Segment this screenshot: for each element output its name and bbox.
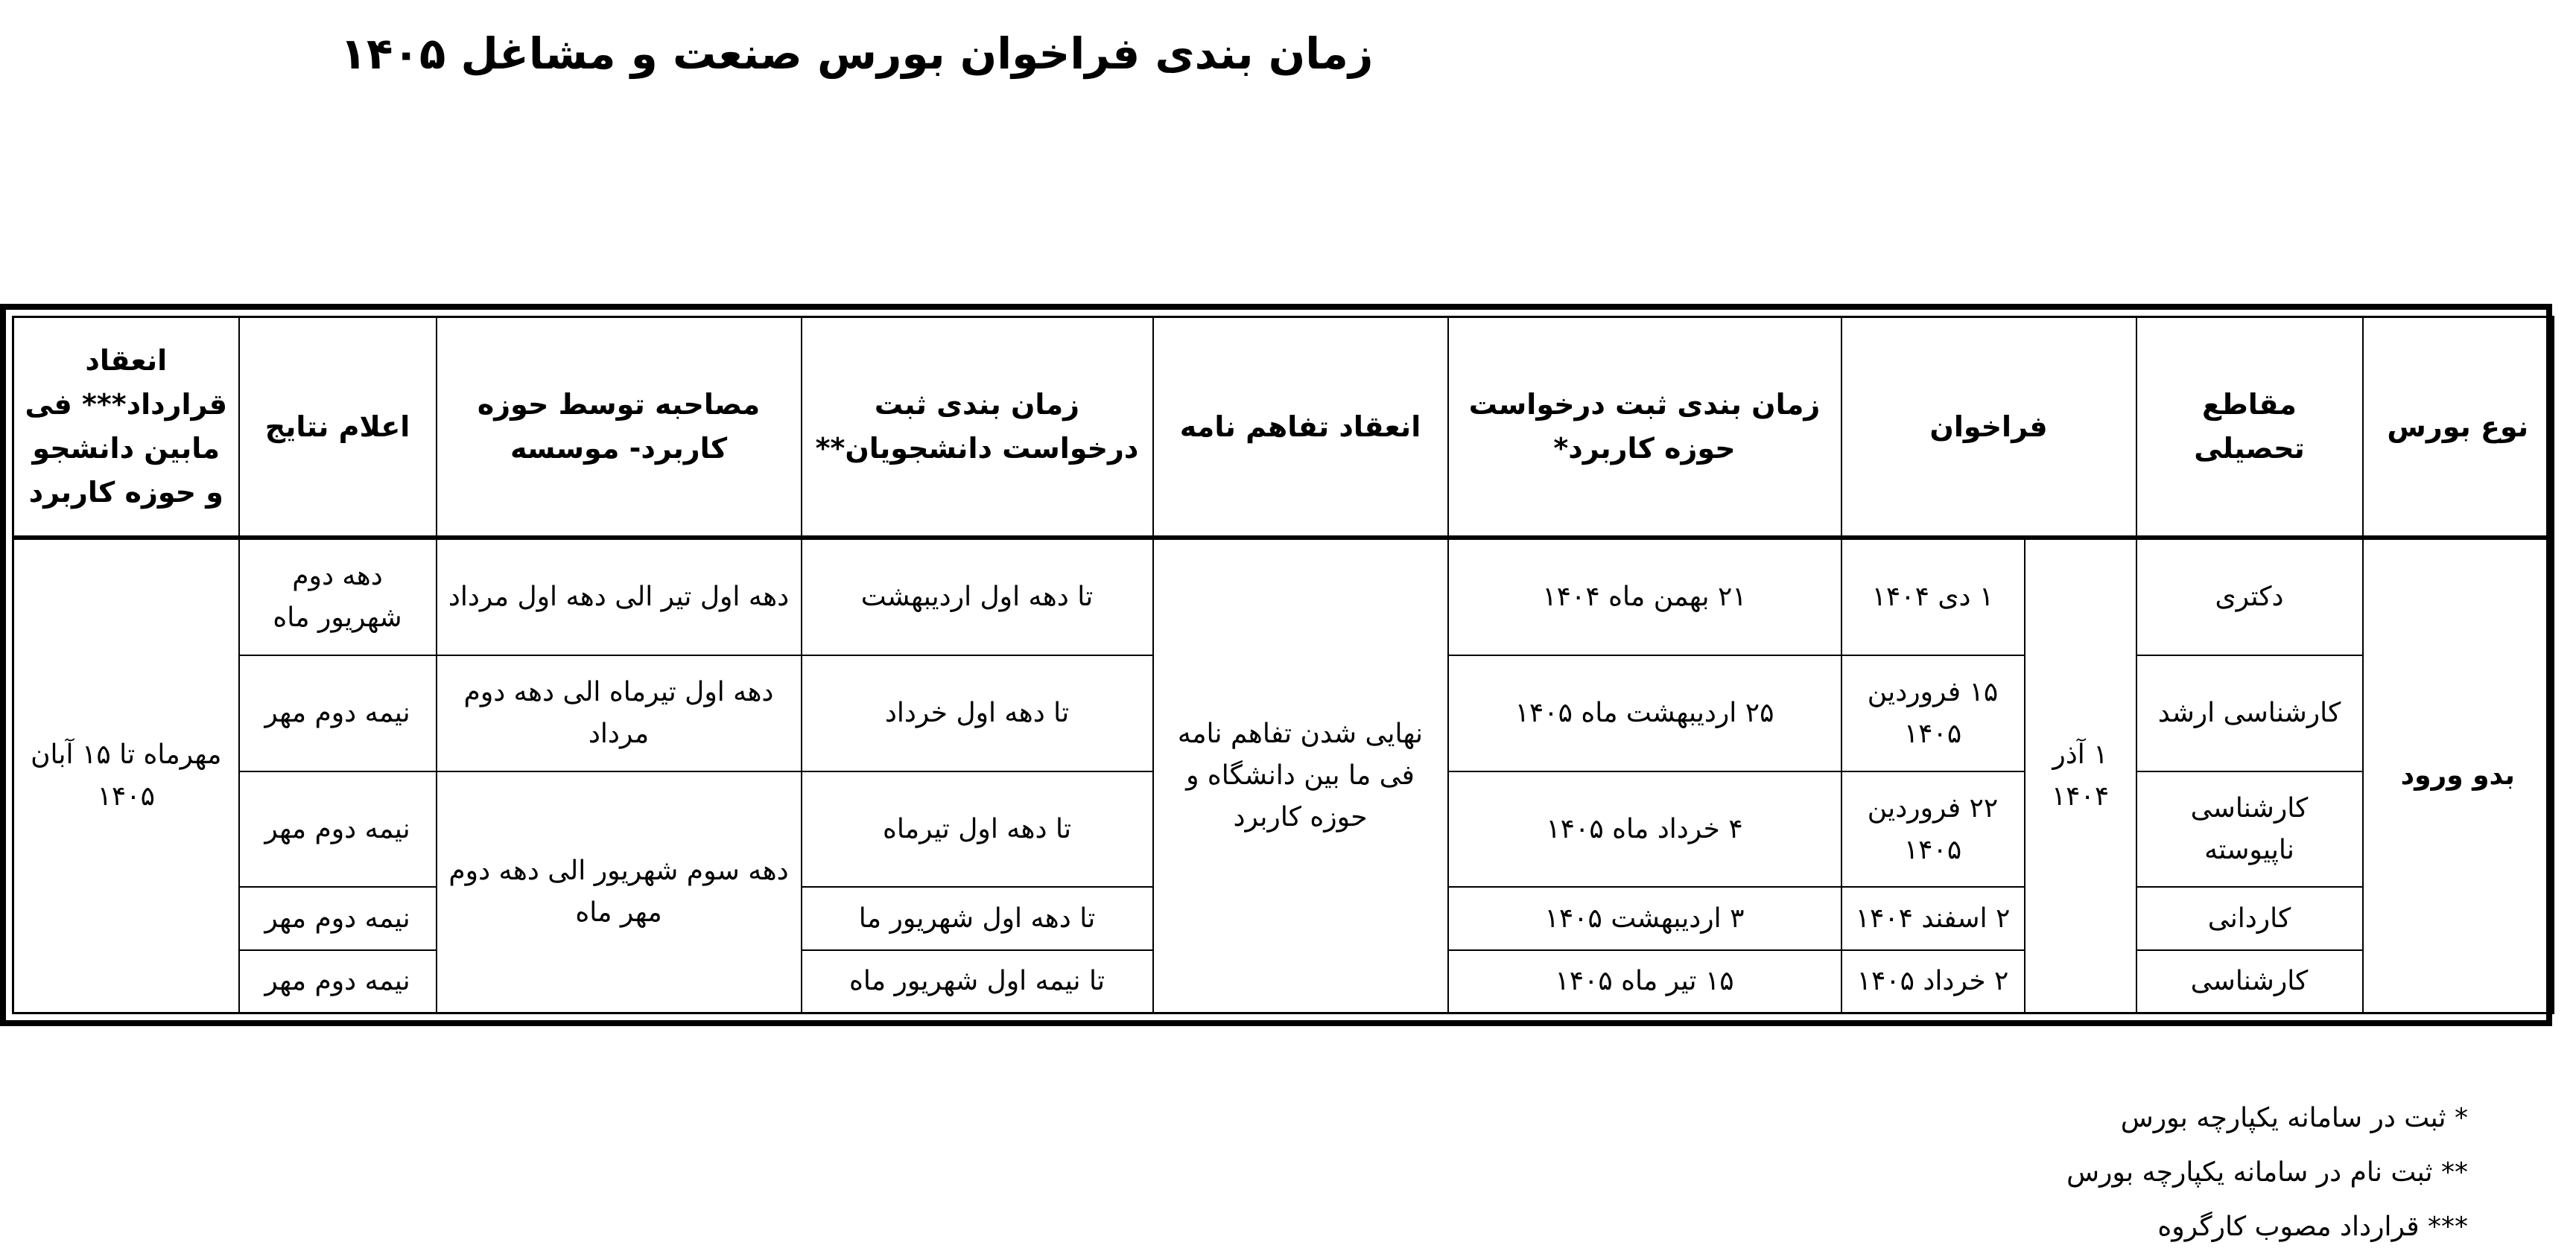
results-cell: نیمه دوم مهر (239, 655, 437, 771)
application-field-registration-cell: ۳ اردیبهشت ۱۴۰۵ (1448, 887, 1841, 949)
student-registration-cell: تا دهه اول شهریور ما (802, 887, 1153, 949)
footnote-item: * ثبت در سامانه یکپارچه بورس (2120, 1103, 2468, 1133)
results-cell: نیمه دوم مهر (239, 887, 437, 949)
call-end-cell: ۲ اسفند ۱۴۰۴ (1841, 887, 2025, 949)
header-contract: انعقاد قرارداد*** فی مابین دانشجو و حوزه کاربرد (13, 317, 239, 538)
footnote-item: ** ثبت نام در سامانه یکپارچه بورس (2066, 1157, 2468, 1188)
interview-cell: دهه اول تیرماه الی دهه دوم مرداد (437, 655, 802, 771)
application-field-registration-cell: ۱۵ تیر ماه ۱۴۰۵ (1448, 950, 1841, 1013)
student-registration-cell: تا دهه اول خرداد (802, 655, 1153, 771)
application-field-registration-cell: ۴ خرداد ماه ۱۴۰۵ (1448, 771, 1841, 888)
degree-cell: کارشناسی ناپیوسته (2136, 771, 2363, 888)
student-registration-cell: تا دهه اول اردیبهشت (802, 538, 1153, 655)
header-results: اعلام نتایج (239, 317, 437, 538)
footnotes (2066, 1091, 2468, 1254)
header-row (13, 317, 2554, 538)
call-end-cell: ۲۲ فروردین ۱۴۰۵ (1841, 771, 2025, 888)
page-title: زمان بندی فراخوان بورس صنعت و مشاغل ۱۴۰۵ (340, 28, 1374, 79)
header-degree-levels: مقاطع تحصیلی (2136, 317, 2363, 538)
degree-cell: کارشناسی (2136, 950, 2363, 1013)
scholarship-type-cell: بدو ورود (2363, 538, 2554, 1013)
call-end-cell: ۲ خرداد ۱۴۰۵ (1841, 950, 2025, 1013)
header-interview: مصاحبه توسط حوزه کاربرد- موسسه (437, 317, 802, 538)
results-cell: نیمه دوم مهر (239, 771, 437, 888)
contract-cell: مهرماه تا ۱۵ آبان ۱۴۰۵ (13, 538, 239, 1013)
mou-cell: نهایی شدن تفاهم نامه فی ما بین دانشگاه و حوزه کاربرد (1153, 538, 1448, 1013)
degree-cell: کارشناسی ارشد (2136, 655, 2363, 771)
interview-cell: دهه اول تیر الی دهه اول مرداد (437, 538, 802, 655)
application-field-registration-cell: ۲۱ بهمن ماه ۱۴۰۴ (1448, 538, 1841, 655)
application-field-registration-cell: ۲۵ اردیبهشت ماه ۱۴۰۵ (1448, 655, 1841, 771)
schedule-table (12, 316, 2554, 1014)
results-cell: نیمه دوم مهر (239, 950, 437, 1013)
footnote-item: *** قرارداد مصوب کارگروه (2157, 1212, 2468, 1242)
header-call: فراخوان (1841, 317, 2136, 538)
degree-cell: دکتری (2136, 538, 2363, 655)
table-row (13, 538, 2554, 655)
student-registration-cell: تا دهه اول تیرماه (802, 771, 1153, 888)
call-start-cell: ۱ آذر ۱۴۰۴ (2025, 538, 2136, 1013)
results-cell: دهه دوم شهریور ماه (239, 538, 437, 655)
degree-cell: کاردانی (2136, 887, 2363, 949)
header-scholarship-type: نوع بورس (2363, 317, 2554, 538)
interview-group-cell: دهه سوم شهریور الی دهه دوم مهر ماه (437, 771, 802, 1013)
call-end-cell: ۱۵ فروردین ۱۴۰۵ (1841, 655, 2025, 771)
header-application-field-registration: زمان بندی ثبت درخواست حوزه کاربرد* (1448, 317, 1841, 538)
student-registration-cell: تا نیمه اول شهریور ماه (802, 950, 1153, 1013)
call-end-cell: ۱ دی ۱۴۰۴ (1841, 538, 2025, 655)
schedule-table-frame (0, 304, 2552, 1026)
header-mou: انعقاد تفاهم نامه (1153, 317, 1448, 538)
header-student-registration: زمان بندی ثبت درخواست دانشجویان** (802, 317, 1153, 538)
